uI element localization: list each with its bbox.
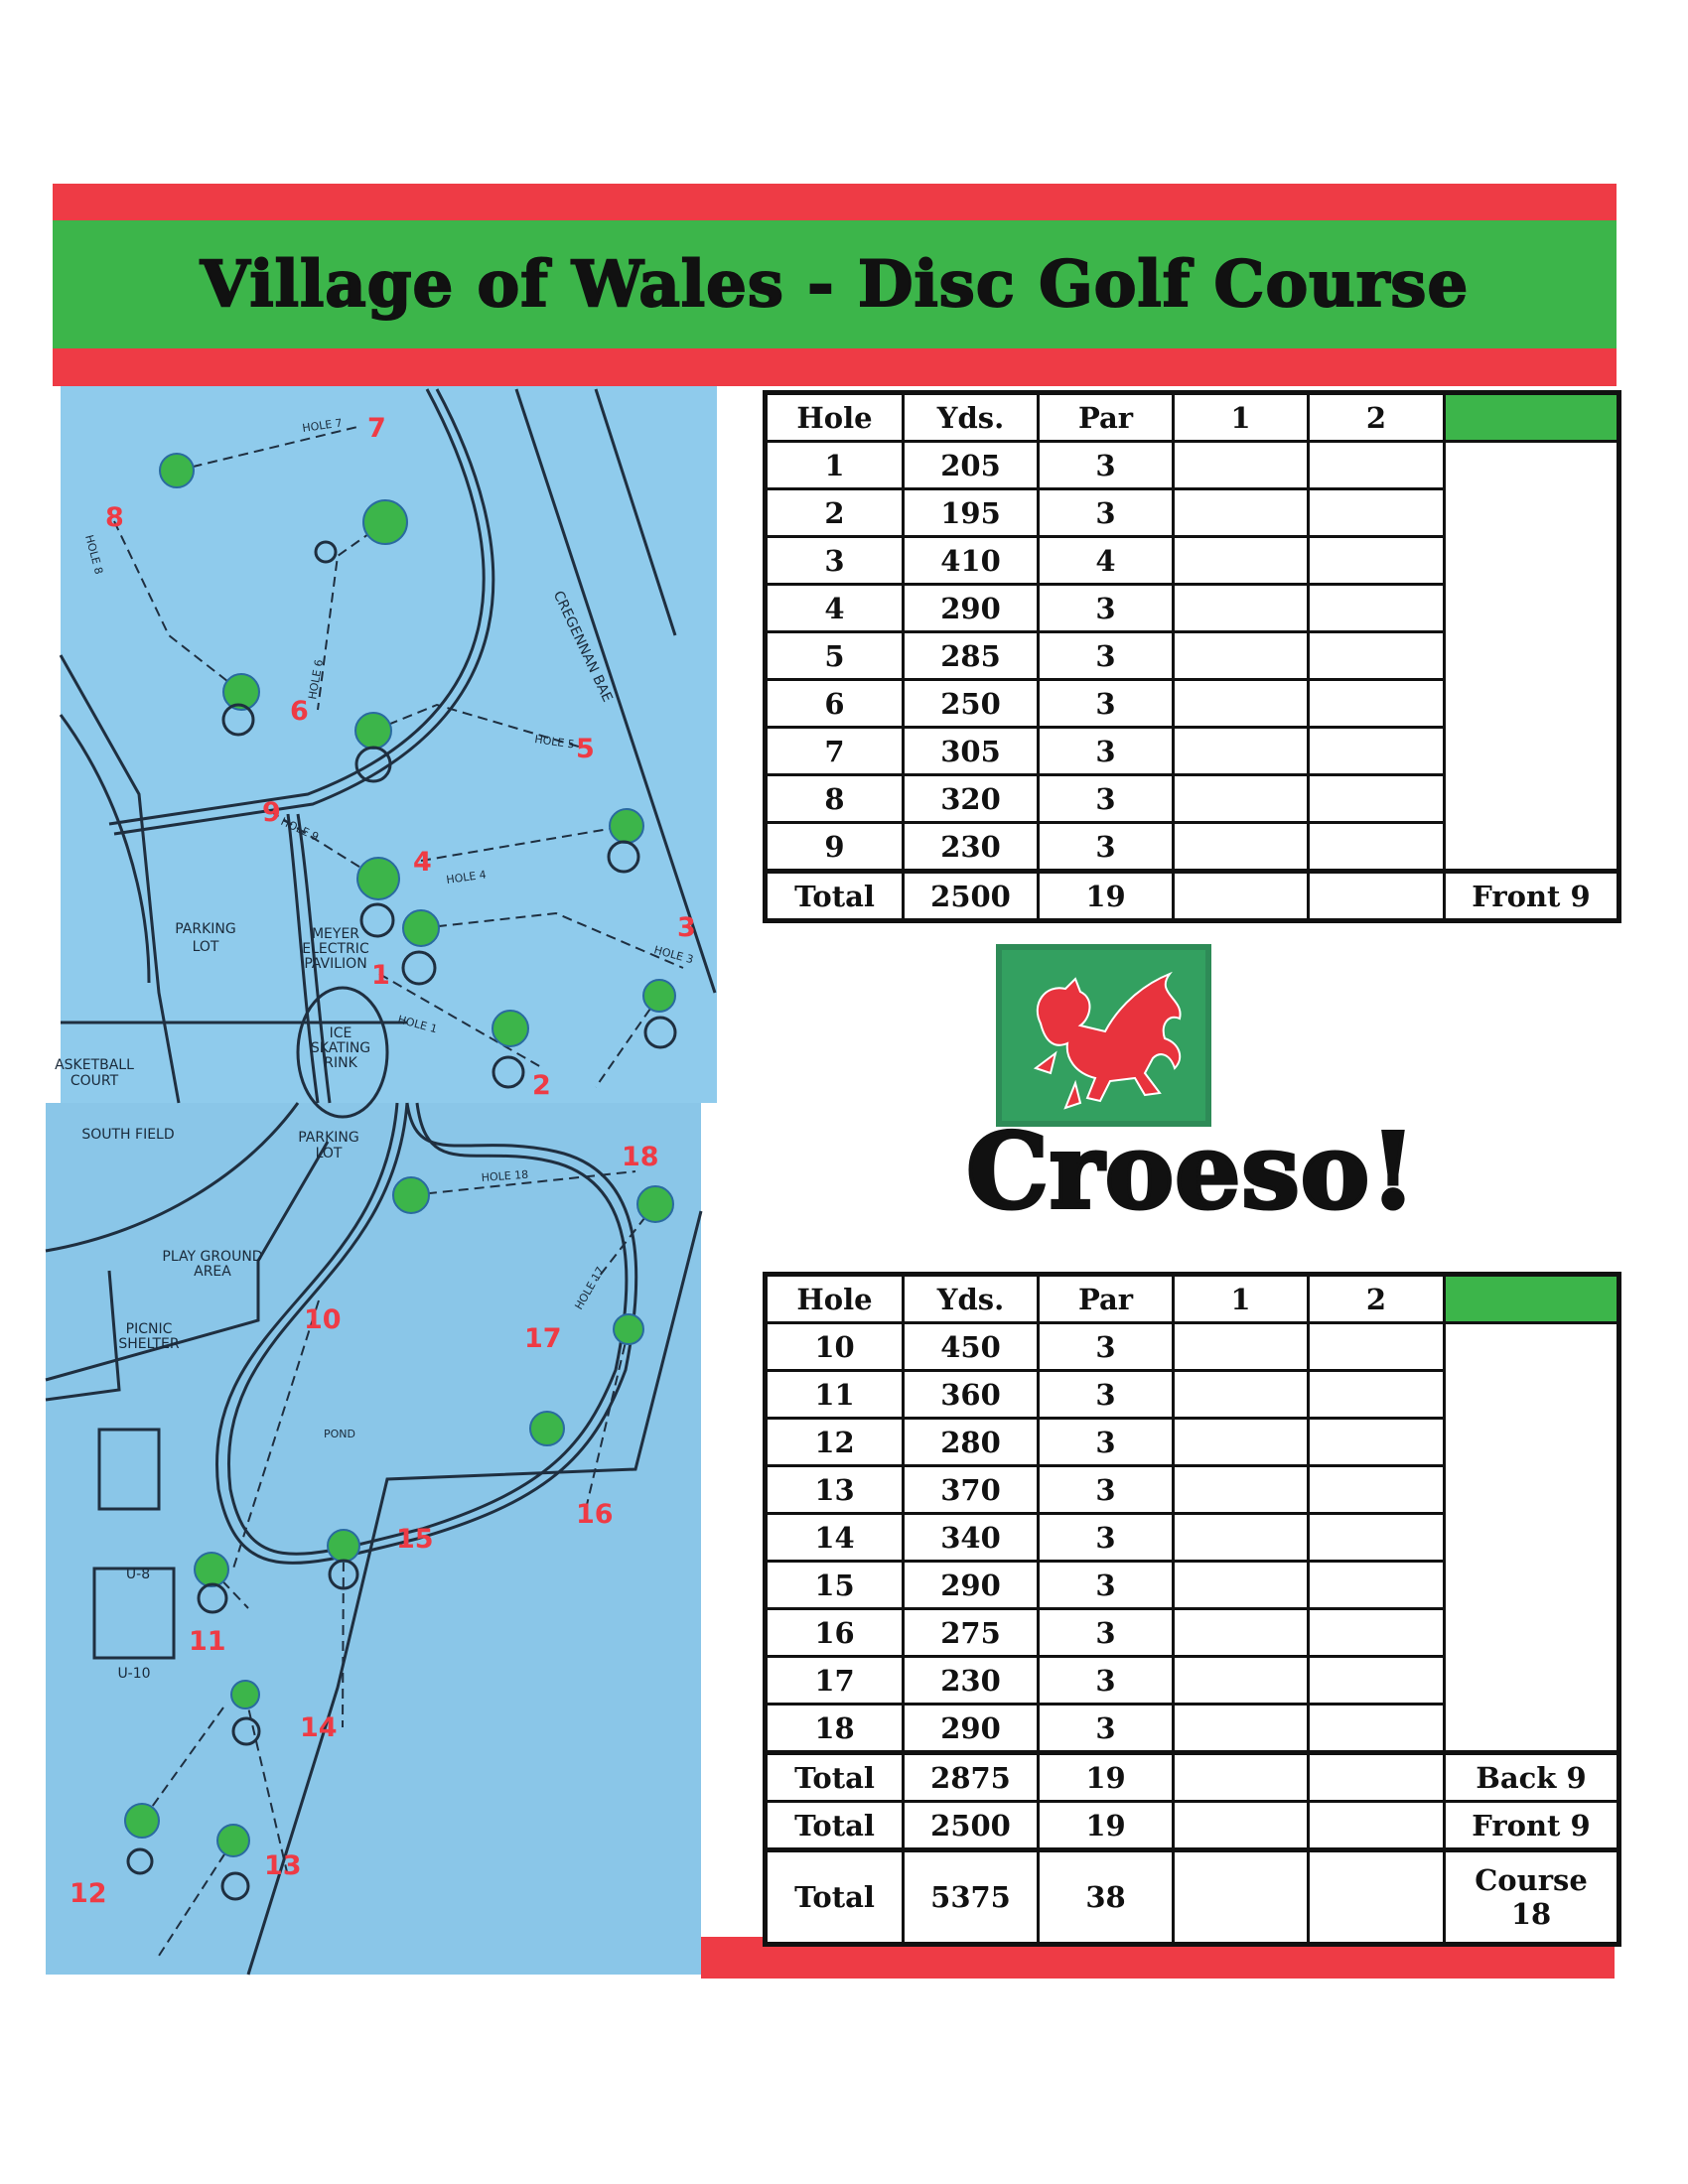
hole-number: 4: [413, 847, 432, 878]
hole-cell: 1: [766, 442, 904, 489]
course-holes: 18: [1510, 1897, 1552, 1931]
score-cell-player-1[interactable]: [1174, 1609, 1309, 1657]
score-cell-player-2[interactable]: [1309, 680, 1445, 728]
map-label: HOLE 9: [278, 814, 321, 844]
score-cell-player-2[interactable]: [1309, 1705, 1445, 1753]
header-player-1: 1: [1174, 393, 1309, 442]
par-cell: 3: [1039, 728, 1174, 775]
hole-number: 13: [264, 1850, 302, 1881]
back-nine-scorecard: [763, 1272, 1621, 1947]
yards-cell: 250: [904, 680, 1039, 728]
map-label: POND: [324, 1428, 355, 1440]
header-player-2: 2: [1309, 393, 1445, 442]
score-cell-player-2[interactable]: [1309, 537, 1445, 585]
par-cell: 3: [1039, 489, 1174, 537]
map-label: PAVILION: [304, 956, 367, 972]
par-cell: 3: [1039, 442, 1174, 489]
score-cell-player-1[interactable]: [1174, 1323, 1309, 1371]
back-total-row: [766, 1753, 1619, 1802]
hole-cell: 17: [766, 1657, 904, 1705]
score-cell-player-2[interactable]: [1309, 775, 1445, 823]
map-label: PARKING: [298, 1130, 359, 1146]
score-cell-player-1[interactable]: [1174, 1562, 1309, 1609]
hole-number: 6: [290, 696, 309, 727]
hole-cell: 6: [766, 680, 904, 728]
table-row: [766, 1562, 1619, 1609]
table-row: [766, 1371, 1619, 1419]
hole-cell: 14: [766, 1514, 904, 1562]
score-cell-player-1[interactable]: [1174, 872, 1309, 921]
par-cell: 3: [1039, 1609, 1174, 1657]
map-label: HOLE 5: [533, 733, 576, 751]
map-label: LOT: [192, 939, 219, 955]
hole-cell: 2: [766, 489, 904, 537]
yards-cell: 410: [904, 537, 1039, 585]
map-label: ASKETBALL: [55, 1057, 134, 1073]
front-nine-scorecard: [763, 390, 1621, 923]
total-note: Front 9: [1445, 1802, 1619, 1850]
map-label: AREA: [194, 1264, 231, 1280]
table-header-row: [766, 1275, 1619, 1323]
page-title: Village of Wales - Disc Golf Course: [200, 247, 1470, 322]
table-row: [766, 1657, 1619, 1705]
score-cell-player-2[interactable]: [1309, 1514, 1445, 1562]
map-label: U-10: [117, 1666, 151, 1682]
map-label: PLAY GROUND: [162, 1249, 263, 1265]
table-row: [766, 1705, 1619, 1753]
yards-cell: 230: [904, 823, 1039, 872]
map-label: SHELTER: [118, 1336, 180, 1352]
hole-cell: 5: [766, 632, 904, 680]
table-row: [766, 823, 1619, 872]
header-hole: Hole: [766, 393, 904, 442]
hole-number: 5: [576, 734, 595, 764]
course-label: Course: [1475, 1863, 1588, 1897]
total-yards: 5375: [904, 1850, 1039, 1945]
score-cell-player-1[interactable]: [1174, 1419, 1309, 1466]
total-par: 38: [1039, 1850, 1174, 1945]
hole-cell: 4: [766, 585, 904, 632]
score-cell-player-2[interactable]: [1309, 823, 1445, 872]
yards-cell: 280: [904, 1419, 1039, 1466]
map-label: HOLE 1: [396, 1013, 439, 1036]
green-fill-cell: [1445, 393, 1619, 442]
score-cell-player-2[interactable]: [1309, 1753, 1445, 1802]
hole-number: 16: [576, 1499, 614, 1530]
map-label: HOLE 3: [652, 943, 695, 967]
score-cell-player-2[interactable]: [1309, 585, 1445, 632]
front-total-row: [766, 872, 1619, 921]
total-par: 19: [1039, 1753, 1174, 1802]
total-label: Total: [766, 1802, 904, 1850]
map-label: SKATING: [310, 1040, 371, 1056]
score-cell-player-2[interactable]: [1309, 872, 1445, 921]
par-cell: 3: [1039, 775, 1174, 823]
yards-cell: 360: [904, 1371, 1039, 1419]
score-cell-player-1[interactable]: [1174, 537, 1309, 585]
total-par: 19: [1039, 1802, 1174, 1850]
header-yards: Yds.: [904, 1275, 1039, 1323]
table-row: [766, 1323, 1619, 1371]
map-label: MEYER: [311, 926, 360, 942]
par-cell: 4: [1039, 537, 1174, 585]
hole-number: 1: [371, 960, 390, 991]
table-row: [766, 1609, 1619, 1657]
par-cell: 3: [1039, 1419, 1174, 1466]
total-label: Total: [766, 872, 904, 921]
map-label: SOUTH FIELD: [81, 1127, 175, 1143]
score-cell-player-1[interactable]: [1174, 1850, 1309, 1945]
hole-number: 7: [367, 413, 386, 444]
yards-cell: 230: [904, 1657, 1039, 1705]
score-cell-player-2[interactable]: [1309, 1850, 1445, 1945]
score-cell-player-1[interactable]: [1174, 1657, 1309, 1705]
score-cell-player-1[interactable]: [1174, 632, 1309, 680]
hole-number: 12: [70, 1878, 107, 1909]
score-cell-player-1[interactable]: [1174, 1802, 1309, 1850]
table-row: [766, 632, 1619, 680]
map-label: HOLE 4: [445, 868, 488, 887]
yards-cell: 285: [904, 632, 1039, 680]
total-yards: 2875: [904, 1753, 1039, 1802]
table-row: [766, 585, 1619, 632]
par-cell: 3: [1039, 632, 1174, 680]
map-label: U-8: [125, 1567, 151, 1582]
map-label: PARKING: [175, 921, 236, 937]
hole-number: 14: [300, 1712, 338, 1743]
score-cell-player-2[interactable]: [1309, 1371, 1445, 1419]
par-cell: 3: [1039, 1562, 1174, 1609]
hole-cell: 3: [766, 537, 904, 585]
yards-cell: 450: [904, 1323, 1039, 1371]
hole-cell: 7: [766, 728, 904, 775]
par-cell: 3: [1039, 1705, 1174, 1753]
yards-cell: 290: [904, 1562, 1039, 1609]
score-cell-player-1[interactable]: [1174, 489, 1309, 537]
total-note: Front 9: [1445, 872, 1619, 921]
par-cell: 3: [1039, 1323, 1174, 1371]
yards-cell: 305: [904, 728, 1039, 775]
table-row: [766, 680, 1619, 728]
yards-cell: 320: [904, 775, 1039, 823]
map-label: HOLE 8: [82, 533, 106, 576]
yards-cell: 290: [904, 585, 1039, 632]
header-par: Par: [1039, 393, 1174, 442]
hole-cell: 13: [766, 1466, 904, 1514]
header-yards: Yds.: [904, 393, 1039, 442]
hole-number: 18: [622, 1142, 659, 1172]
yards-cell: 195: [904, 489, 1039, 537]
par-cell: 3: [1039, 1466, 1174, 1514]
score-cell-player-1[interactable]: [1174, 728, 1309, 775]
table-row: [766, 442, 1619, 489]
hole-number: 17: [524, 1323, 562, 1354]
total-yards: 2500: [904, 1802, 1039, 1850]
map-label: COURT: [70, 1073, 119, 1089]
total-par: 19: [1039, 872, 1174, 921]
map-label: LOT: [315, 1146, 343, 1161]
score-cell-player-1[interactable]: [1174, 680, 1309, 728]
total-note: [1445, 1850, 1619, 1945]
total-note: Back 9: [1445, 1753, 1619, 1802]
score-cell-player-2[interactable]: [1309, 1609, 1445, 1657]
yards-cell: 275: [904, 1609, 1039, 1657]
welsh-dragon-flag: [996, 944, 1211, 1127]
par-cell: 3: [1039, 1657, 1174, 1705]
header-par: Par: [1039, 1275, 1174, 1323]
table-row: [766, 489, 1619, 537]
table-row: [766, 775, 1619, 823]
total-label: Total: [766, 1850, 904, 1945]
score-cell-player-2[interactable]: [1309, 632, 1445, 680]
score-cell-player-1[interactable]: [1174, 775, 1309, 823]
map-label: ELECTRIC: [302, 941, 369, 957]
score-cell-player-2[interactable]: [1309, 442, 1445, 489]
front-total-row: [766, 1802, 1619, 1850]
hole-cell: 10: [766, 1323, 904, 1371]
map-label: HOLE 18: [481, 1167, 529, 1184]
hole-cell: 15: [766, 1562, 904, 1609]
table-row: [766, 1419, 1619, 1466]
hole-number: 9: [262, 797, 281, 828]
hole-number: 3: [677, 912, 696, 943]
score-cell-player-2[interactable]: [1309, 728, 1445, 775]
hole-cell: 11: [766, 1371, 904, 1419]
score-cell-player-2[interactable]: [1309, 1657, 1445, 1705]
score-cell-player-2[interactable]: [1309, 1466, 1445, 1514]
hole-number: 11: [189, 1626, 226, 1657]
par-cell: 3: [1039, 680, 1174, 728]
map-label: RINK: [324, 1055, 357, 1071]
map-label: PICNIC: [125, 1321, 173, 1337]
par-cell: 3: [1039, 823, 1174, 872]
course-total-row: [766, 1850, 1619, 1945]
welcome-heading: Croeso!: [966, 1110, 1417, 1232]
hole-cell: 9: [766, 823, 904, 872]
score-cell-player-1[interactable]: [1174, 1753, 1309, 1802]
score-cell-player-2[interactable]: [1309, 1562, 1445, 1609]
score-cell-player-2[interactable]: [1309, 1419, 1445, 1466]
table-row: [766, 537, 1619, 585]
hole-cell: 18: [766, 1705, 904, 1753]
score-cell-player-2[interactable]: [1309, 1802, 1445, 1850]
yards-cell: 205: [904, 442, 1039, 489]
table-row: [766, 1466, 1619, 1514]
par-cell: 3: [1039, 1371, 1174, 1419]
hole-number: 2: [532, 1070, 551, 1101]
map-label: HOLE 7: [301, 416, 344, 435]
score-cell-player-1[interactable]: [1174, 1466, 1309, 1514]
hole-number: 8: [105, 502, 124, 533]
table-row: [766, 728, 1619, 775]
table-header-row: [766, 393, 1619, 442]
map-label: CREGENNAN BAE: [549, 588, 616, 705]
score-cell-player-2[interactable]: [1309, 1323, 1445, 1371]
map-label: HOLE 6: [306, 658, 326, 701]
yards-cell: 290: [904, 1705, 1039, 1753]
score-cell-player-1[interactable]: [1174, 823, 1309, 872]
map-label: ICE: [329, 1025, 352, 1041]
score-cell-player-2[interactable]: [1309, 489, 1445, 537]
map-label: HOLE 17: [572, 1264, 608, 1312]
score-cell-player-1[interactable]: [1174, 1371, 1309, 1419]
hole-cell: 16: [766, 1609, 904, 1657]
yards-cell: 370: [904, 1466, 1039, 1514]
hole-cell: 8: [766, 775, 904, 823]
total-label: Total: [766, 1753, 904, 1802]
hole-cell: 12: [766, 1419, 904, 1466]
total-yards: 2500: [904, 872, 1039, 921]
score-cell-player-1[interactable]: [1174, 1705, 1309, 1753]
hole-number: 15: [396, 1524, 434, 1555]
score-cell-player-1[interactable]: [1174, 1514, 1309, 1562]
header-player-1: 1: [1174, 1275, 1309, 1323]
par-cell: 3: [1039, 585, 1174, 632]
score-cell-player-1[interactable]: [1174, 585, 1309, 632]
header-player-2: 2: [1309, 1275, 1445, 1323]
header-hole: Hole: [766, 1275, 904, 1323]
score-cell-player-1[interactable]: [1174, 442, 1309, 489]
par-cell: 3: [1039, 1514, 1174, 1562]
yards-cell: 340: [904, 1514, 1039, 1562]
hole-number: 10: [304, 1304, 342, 1335]
green-fill-cell: [1445, 1275, 1619, 1323]
table-row: [766, 1514, 1619, 1562]
